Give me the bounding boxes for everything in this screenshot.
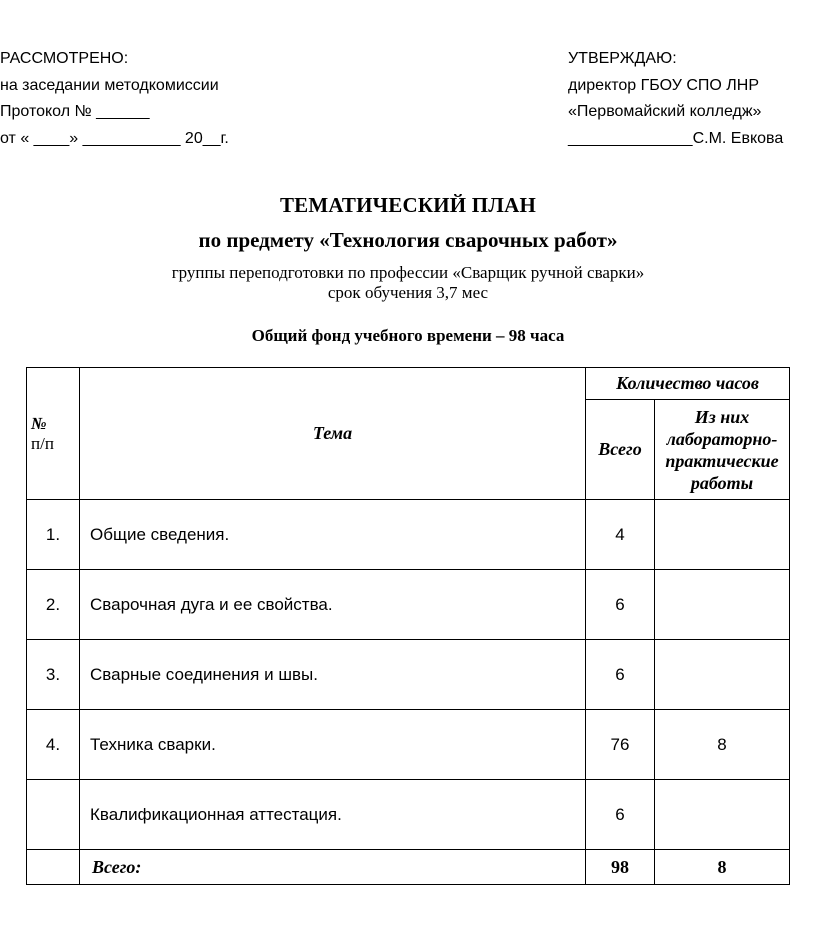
header-lab-hours: Из них лабораторно-практические работы (655, 400, 790, 500)
table-row (27, 570, 790, 640)
row-lab-hours (655, 640, 790, 710)
table-row (27, 710, 790, 780)
header-hours-quantity: Количество часов (586, 368, 790, 400)
table-row (27, 780, 790, 850)
row-number: 2. (27, 570, 80, 640)
header-topic: Тема (80, 368, 586, 500)
row-total-hours: 6 (586, 780, 655, 850)
table-row (27, 640, 790, 710)
total-hours-value: 98 (586, 850, 655, 885)
row-topic: Техника сварки. (80, 710, 586, 780)
total-lab-hours-value: 8 (655, 850, 790, 885)
protocol-date-text: от « ____» ___________ 20__г. (0, 129, 229, 147)
total-label: Всего: (80, 850, 586, 885)
considered-label: РАССМОТРЕНО: (0, 50, 129, 67)
row-number (27, 780, 80, 850)
header-total-hours: Всего (586, 400, 655, 500)
total-number-cell (27, 850, 80, 885)
number-abbr: п/п (31, 433, 54, 453)
header-number (27, 368, 80, 500)
row-lab-hours (655, 500, 790, 570)
row-number: 3. (27, 640, 80, 710)
approval-right-block (568, 46, 783, 152)
total-time-fund: Общий фонд учебного времени – 98 часа (251, 326, 565, 345)
row-total-hours: 6 (586, 570, 655, 640)
table-total-row (27, 850, 790, 885)
table-header-row (27, 368, 790, 400)
director-signature-text: ______________С.М. Евкова (568, 129, 784, 147)
table-row (27, 500, 790, 570)
row-topic: Сварочная дуга и ее свойства. (80, 570, 586, 640)
row-total-hours: 76 (586, 710, 655, 780)
row-total-hours: 6 (586, 640, 655, 710)
director-title-text: директор ГБОУ СПО ЛНР (568, 76, 759, 94)
row-number: 4. (27, 710, 80, 780)
row-lab-hours (655, 780, 790, 850)
subject-title: по предмету «Технология сварочных работ» (198, 228, 618, 252)
document-title: ТЕМАТИЧЕСКИЙ ПЛАН (279, 193, 537, 217)
row-topic: Общие сведения. (80, 500, 586, 570)
college-name-text: «Первомайский колледж» (568, 103, 762, 120)
row-lab-hours (655, 570, 790, 640)
number-symbol: № (31, 413, 47, 433)
duration-text: срок обучения 3,7 мес (327, 283, 489, 302)
approve-label: УТВЕРЖДАЮ: (568, 50, 677, 67)
group-info (0, 263, 816, 303)
row-lab-hours: 8 (655, 710, 790, 780)
row-number: 1. (27, 500, 80, 570)
row-topic: Сварные соединения и швы. (80, 640, 586, 710)
committee-meeting-text: на заседании методкомиссии (0, 76, 219, 94)
thematic-plan-table (26, 367, 790, 885)
group-text: группы переподготовки по профессии «Сварщик ручной сварки» (171, 263, 645, 282)
row-topic: Квалификационная аттестация. (80, 780, 586, 850)
approval-left-block (0, 46, 229, 152)
row-total-hours: 4 (586, 500, 655, 570)
protocol-number-text: Протокол № ______ (0, 103, 150, 120)
